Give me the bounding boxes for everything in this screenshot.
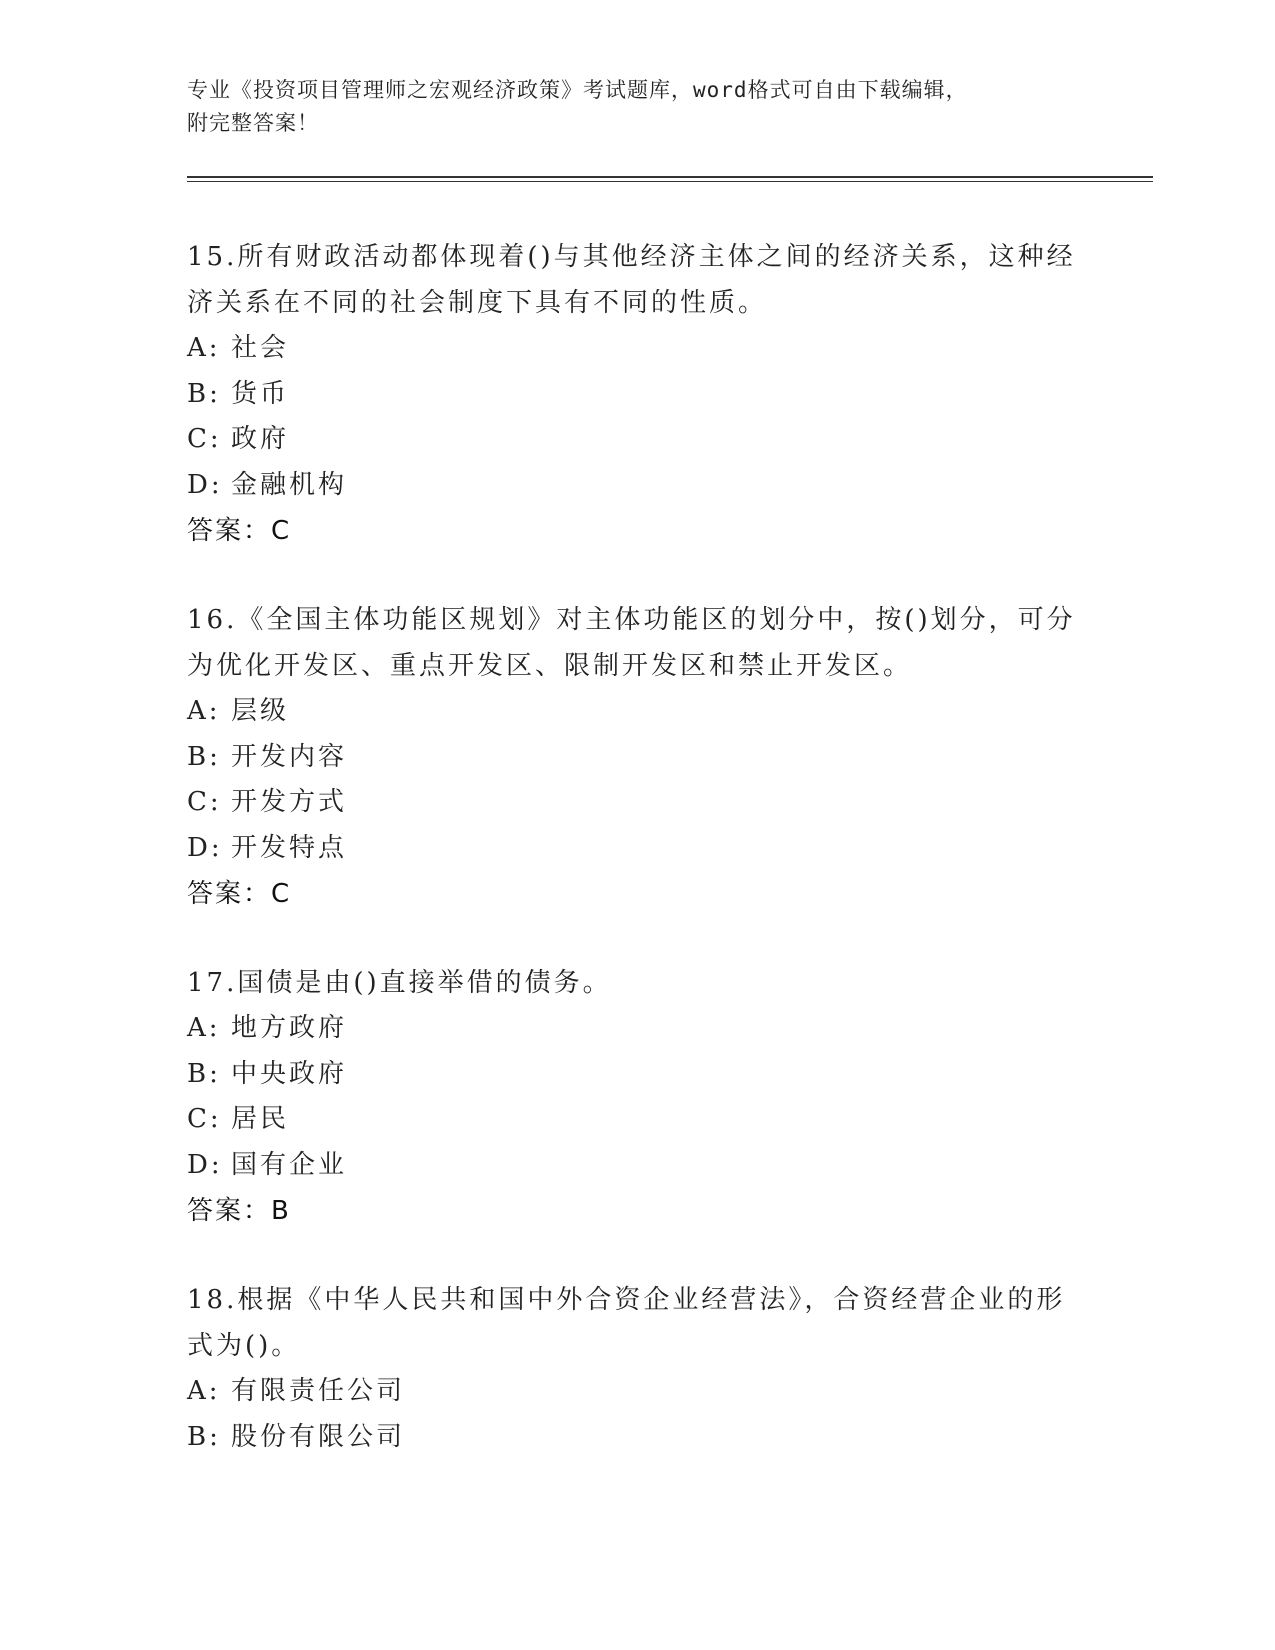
option-c <box>187 780 1087 826</box>
option-c <box>187 1097 1087 1143</box>
answer-line: 答案：B <box>187 1196 291 1226</box>
question-stem-line-2: 为优化开发区、重点开发区、限制开发区和禁止开发区。 <box>187 651 913 681</box>
question-stem <box>187 1277 1087 1369</box>
intro-line-2: 附完整答案！ <box>187 111 319 135</box>
question-stem <box>187 960 1087 1006</box>
option-text: 货币 <box>231 378 290 409</box>
option-text: 地方政府 <box>231 1013 348 1043</box>
answer-line: 答案：C <box>187 879 292 909</box>
option-letter: B: <box>187 1058 221 1089</box>
question-18 <box>187 1277 1087 1460</box>
option-text: 中央政府 <box>231 1058 348 1089</box>
question-stem-line-1: 18.根据《中华人民共和国中外合资企业经营法》，合资经营企业的形 <box>187 1285 1066 1315</box>
option-a <box>187 1369 1087 1415</box>
option-text: 居民 <box>231 1104 290 1134</box>
option-letter: A: <box>187 696 221 726</box>
header-divider-thick <box>187 176 1153 178</box>
option-letter: C: <box>187 424 222 454</box>
option-letter: D: <box>187 469 223 500</box>
option-text: 国有企业 <box>231 1149 348 1180</box>
option-text: 开发特点 <box>231 832 348 863</box>
option-letter: C: <box>187 787 222 817</box>
question-stem <box>187 234 1087 326</box>
question-stem-line-2: 式为()。 <box>187 1331 301 1361</box>
answer-line: 答案：C <box>187 516 292 546</box>
option-d <box>187 463 1087 509</box>
header-divider-thin <box>187 181 1153 182</box>
option-text: 开发内容 <box>231 741 348 772</box>
option-letter: B: <box>187 741 221 772</box>
option-d <box>187 1143 1087 1189</box>
question-15 <box>187 234 1087 554</box>
option-b <box>187 735 1087 781</box>
question-stem-line-1: 15.所有财政活动都体现着()与其他经济主体之间的经济关系，这种经 <box>187 242 1076 272</box>
option-b <box>187 372 1087 418</box>
question-stem-line-1: 16.《全国主体功能区规划》对主体功能区的划分中，按()划分，可分 <box>187 605 1076 635</box>
option-text: 金融机构 <box>231 469 348 500</box>
option-letter: D: <box>187 832 223 863</box>
question-16 <box>187 597 1087 917</box>
option-text: 社会 <box>231 333 290 363</box>
intro-line-1: 专业《投资项目管理师之宏观经济政策》考试题库，word格式可自由下载编辑， <box>187 78 968 102</box>
option-letter: A: <box>187 1013 221 1043</box>
option-a <box>187 326 1087 372</box>
option-b <box>187 1415 1087 1461</box>
question-17 <box>187 960 1087 1234</box>
option-d <box>187 826 1087 872</box>
option-c <box>187 417 1087 463</box>
option-letter: B: <box>187 1421 221 1452</box>
option-letter: A: <box>187 1376 221 1406</box>
option-text: 股份有限公司 <box>231 1421 406 1452</box>
question-stem-line-1: 17.国债是由()直接举借的债务。 <box>187 968 612 998</box>
option-a <box>187 689 1087 735</box>
option-letter: A: <box>187 333 221 363</box>
option-text: 层级 <box>231 696 290 726</box>
question-stem-line-2: 济关系在不同的社会制度下具有不同的性质。 <box>187 288 768 318</box>
option-letter: C: <box>187 1104 222 1134</box>
question-stem <box>187 597 1087 689</box>
option-text: 开发方式 <box>231 787 348 817</box>
option-text: 政府 <box>231 424 290 454</box>
option-letter: D: <box>187 1149 223 1180</box>
option-a <box>187 1006 1087 1052</box>
option-b <box>187 1052 1087 1098</box>
document-intro <box>187 74 1067 140</box>
option-text: 有限责任公司 <box>231 1376 406 1406</box>
question-list <box>187 234 1087 1503</box>
option-letter: B: <box>187 378 221 409</box>
